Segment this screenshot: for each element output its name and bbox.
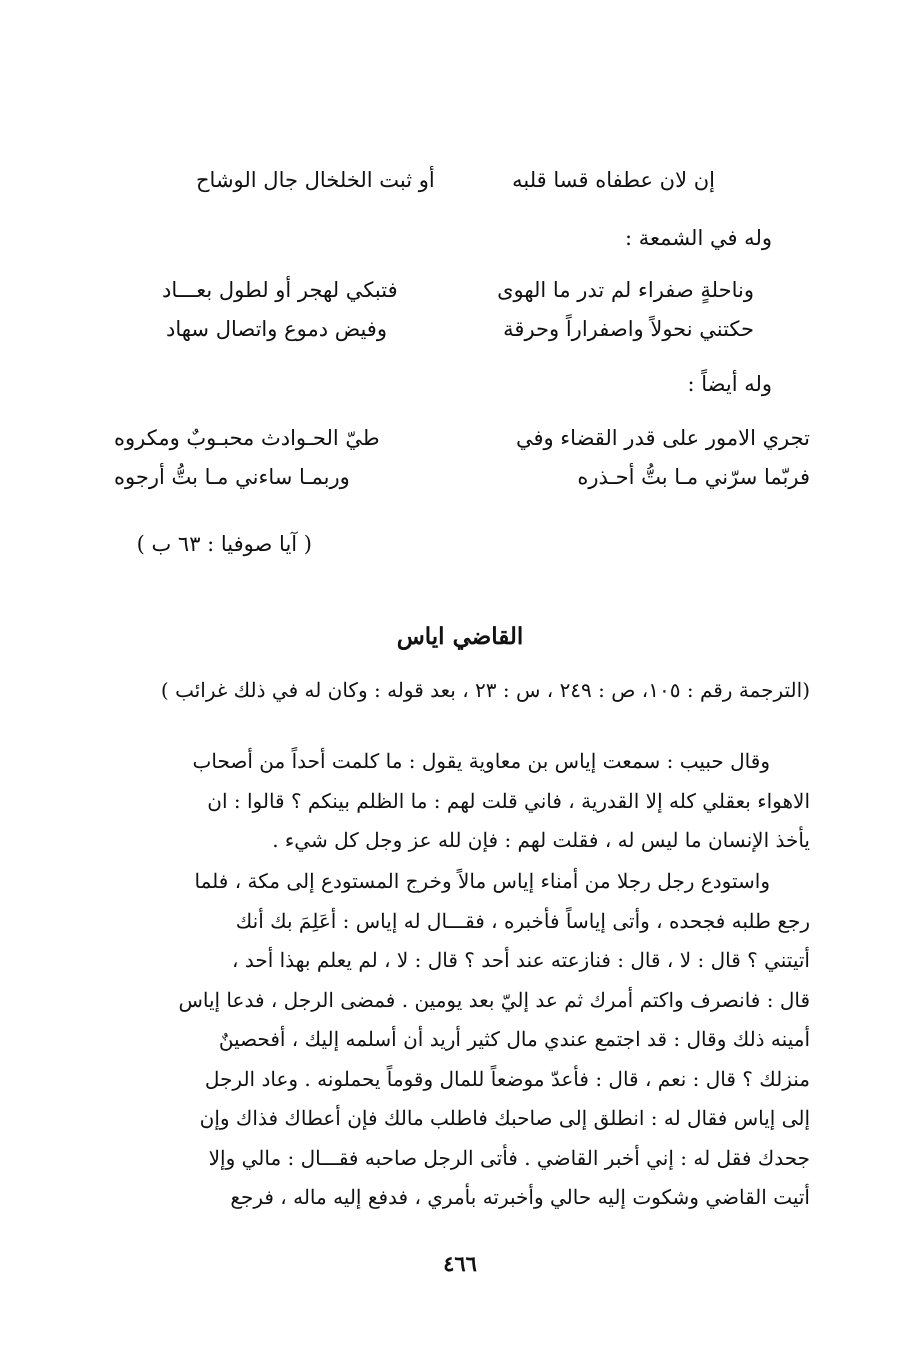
paragraph-2-line: واستودع رجل رجلا من أمناء إياس مالاً وخرج المستودع إلى مكة ، فلما [194,869,770,893]
also-line1-second: طيّ الحـوادث محبـوبٌ ومكروه [114,426,380,450]
also-line2-second: وربمـا ساءني مـا بتُّ أرجوه [114,465,350,489]
paragraph-2-line: إلى إياس فقال له : انطلق إلى صاحبك فاطلب مالك فإن أعطاك فذاك وإن [199,1106,810,1130]
candle-line2-first: حكتني نحولاً واصفراراً وحرقة [503,317,754,341]
intro-candle: وله في الشمعة : [625,226,772,250]
section-title: القاضي اياس [396,623,524,650]
verse1-second-hemistich: أو ثبت الخلخال جال الوشاح [196,168,435,192]
paragraph-2-line: أتيتني ؟ قال : لا ، قال : فنازعته عند أحد ؟ قال : لا ، لم يعلم بهذا أحد ، [232,948,810,972]
paragraph-2-line: أتيت القاضي وشكوت إليه حالي وأخبرته بأمري ، فدفع إليه ماله ، فرجع [230,1185,810,1209]
paragraph-2 [140,862,810,1218]
paragraph-2-line: جحدك فقل له : إني أخبر القاضي . فأتى الرجل صاحبه فقـــال : مالي وإلا [208,1145,810,1170]
poem-source: ( آيا صوفيا : ٦٣ ب ) [136,532,312,556]
candle-line1-second: فتبكي لهجر أو لطول بعـــاد [162,278,398,302]
paragraph-2-line: رجع طلبه فجحده ، وأتى إياساً فأخبره ، فقـــال له إياس : أعَلِمَ بك أنك [235,908,810,933]
paragraph-2-line: قال : فانصرف واكتم أمرك ثم عد إليّ بعد يومين . فمضى الرجل ، فدعا إياس [178,987,810,1012]
also-line2-first: فربّما سرّني مـا بتُّ أحـذره [577,465,810,489]
paragraph-1-line: يأخذ الإنسان ما ليس له ، فقلت لهم : فإن لله عز وجل كل شيء . [272,828,810,852]
paragraph-1-line: وقال حبيب : سمعت إياس بن معاوية يقول : ما كلمت أحداً من أصحاب [192,749,770,773]
verse1-first-hemistich: إن لان عطفاه قسا قلبه [512,168,715,192]
paragraph-1-line: الاهواء بعقلي كله إلا القدرية ، فاني قلت لهم : ما الظلم بينكم ؟ قالوا : ان [207,788,810,813]
paragraph-2-line: منزلك ؟ قال : نعم ، قال : فأعدّ موضعاً للمال وقوماً يحملونه . وعاد الرجل [204,1066,810,1091]
section-reference: (الترجمة رقم : ١٠٥، ص : ٢٤٩ ، س : ٢٣ ، بعد قوله : وكان له في ذلك غرائب ) [160,678,810,702]
candle-line1-first: وناحلةٍ صفراء لم تدر ما الهوى [497,278,754,302]
page-number: ٤٦٦ [443,1251,477,1276]
also-line1-first: تجري الامور على قدر القضاء وفي [515,426,810,450]
paragraph-2-line: أمينه ذلك وقال : قد اجتمع عندي مال كثير أريد أن أسلمه إليك ، أفحصينٌ [218,1027,810,1051]
intro-also: وله أيضاً : [687,372,772,396]
paragraph-1 [140,742,810,861]
candle-line2-second: وفيض دموع واتصال سهاد [166,317,387,341]
